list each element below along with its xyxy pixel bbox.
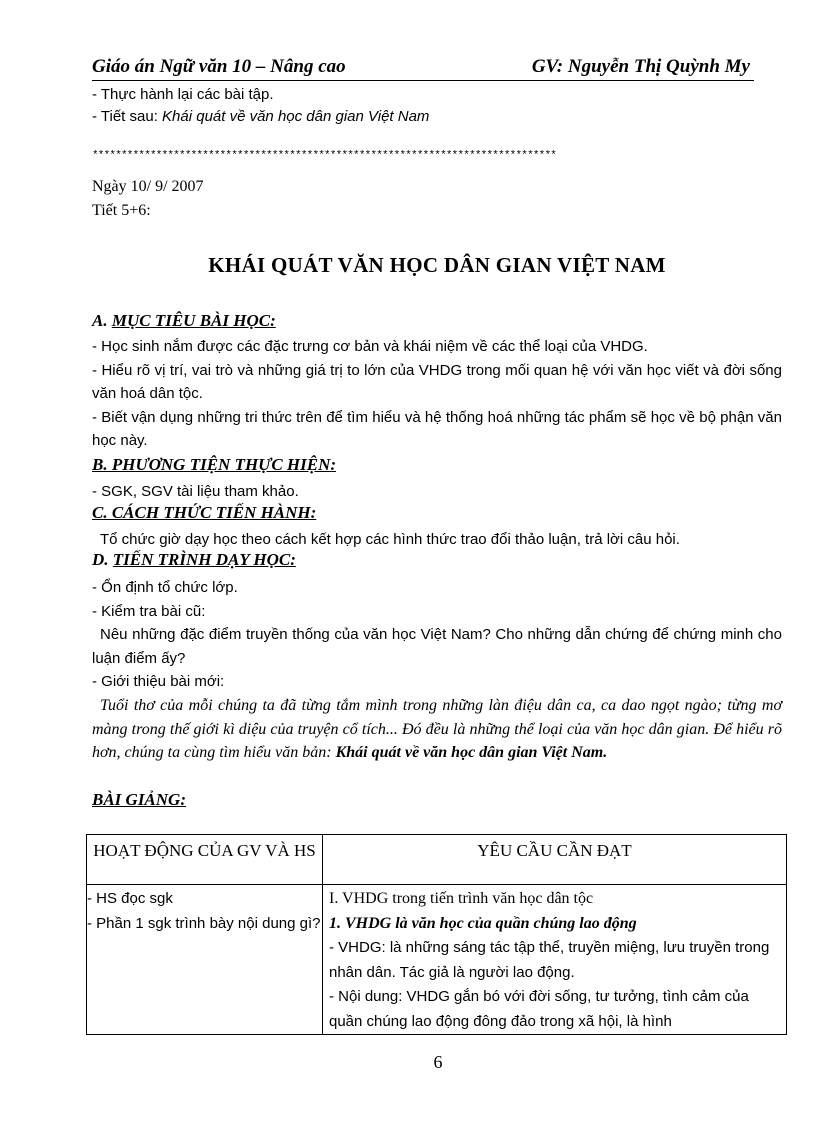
section-c-body: Tổ chức giờ dạy học theo cách kết hợp các hình thức trao đổi thảo luận, trả lời câu hỏi. [100,531,680,548]
lesson-period: Tiết 5+6: [92,202,151,219]
section-b-body [92,480,782,504]
section-d-heading [92,550,296,570]
page-title: KHÁI QUÁT VĂN HỌC DÂN GIAN VIỆT NAM [208,253,666,277]
section-a-body [92,335,782,453]
requirement-cell [323,885,787,1035]
requirement-heading-1: I. VHDG trong tiến trình văn học dân tộc [329,890,594,907]
section-a-heading [92,311,276,331]
intro-line-practice: - Thực hành lại các bài tập. [92,86,274,103]
section-b-heading [92,455,336,475]
lecture-heading [92,790,186,810]
intro-paragraph-text: Tuổi thơ của mỗi chúng ta đã từng tắm mình trong những làn điệu dân ca, ca dao ngọt ngào; từng mơ màng trong thế giới kì diệu của truyện cổ tích... Đó đều là những thể loại của văn học dân gian. Để hiểu rõ hơn, chúng ta cùng tìm hiểu văn bản: [92,697,782,761]
activity-line: - Phần 1 sgk trình bày nội dung gì? [87,914,321,932]
section-d-title: TIẾN TRÌNH DẠY HỌC: [112,550,296,569]
table-row [87,885,787,1035]
objective-item: - Học sinh nắm được các đặc trưng cơ bản và khái niệm về các thể loại của VHDG. [92,338,648,355]
col-activity-header: HOẠT ĐỘNG CỦA GV VÀ HS [87,835,323,885]
header-teacher-name: GV: Nguyễn Thị Quỳnh My [531,56,750,77]
material-item: - SGK, SGV tài liệu tham khảo. [92,483,299,500]
page-header [92,54,754,81]
section-a-title: MỤC TIÊU BÀI HỌC: [111,311,276,330]
header-course-title: Giáo án Ngữ văn 10 – Nâng cao [92,56,346,77]
intro-new-lesson: - Giới thiệu bài mới: [92,673,225,690]
lesson-date: Ngày 10/ 9/ 2007 [92,178,204,195]
requirement-heading-2: 1. VHDG là văn học của quần chúng lao động [329,914,637,932]
objective-item: - Hiểu rõ vị trí, vai trò và những giá trị to lớn của VHDG trong mối quan hệ với văn học viết và đời sống văn hoá dân tộc. [92,361,782,402]
activity-cell [87,885,323,1035]
objective-item: - Biết vận dụng những tri thức trên để tìm hiểu và hệ thống hoá những tác phẩm sẽ học về bộ phận văn học này. [92,408,782,449]
separator-line: ******************************************************************************** [92,150,557,162]
section-b-title: B. PHƯƠNG TIỆN THỰC HIỆN: [92,455,337,474]
section-d-prefix: D. [92,550,113,569]
review-question: Nêu những đặc điểm truyền thống của văn học Việt Nam? Cho những dẫn chứng để chứng minh cho luận điểm ấy? [92,626,782,667]
procedure-item: - Ổn định tổ chức lớp. [92,579,238,596]
section-c-heading [92,503,316,523]
lesson-table [86,834,787,1035]
intro-paragraph-bold: Khái quát về văn học dân gian Việt Nam. [335,744,608,761]
section-d-body [92,576,782,694]
col-requirement-header: YÊU CẦU CẦN ĐẠT [323,835,787,885]
intro-line-next-lesson [92,108,429,125]
procedure-item: - Kiểm tra bài cũ: [92,602,206,620]
next-lesson-label: - Tiết sau: [92,108,163,125]
requirement-line: - Nội dung: VHDG gắn bó với đời sống, tư tưởng, tình cảm của quần chúng lao động đông đảo trong xã hội, là hình [329,988,749,1030]
activity-line: - HS đọc sgk [87,890,173,907]
lecture-title: BÀI GIẢNG: [92,790,186,809]
table-header-row [87,835,787,885]
intro-paragraph [92,694,782,765]
next-lesson-title: Khái quát về văn học dân gian Việt Nam [162,108,430,125]
page-number: 6 [433,1052,443,1072]
section-c-title: C. CÁCH THỨC TIẾN HÀNH: [92,503,317,522]
section-a-prefix: A. [92,311,112,330]
requirement-line: - VHDG: là những sáng tác tập thể, truyền miệng, lưu truyền trong nhân dân. Tác giả là người lao động. [329,939,770,981]
